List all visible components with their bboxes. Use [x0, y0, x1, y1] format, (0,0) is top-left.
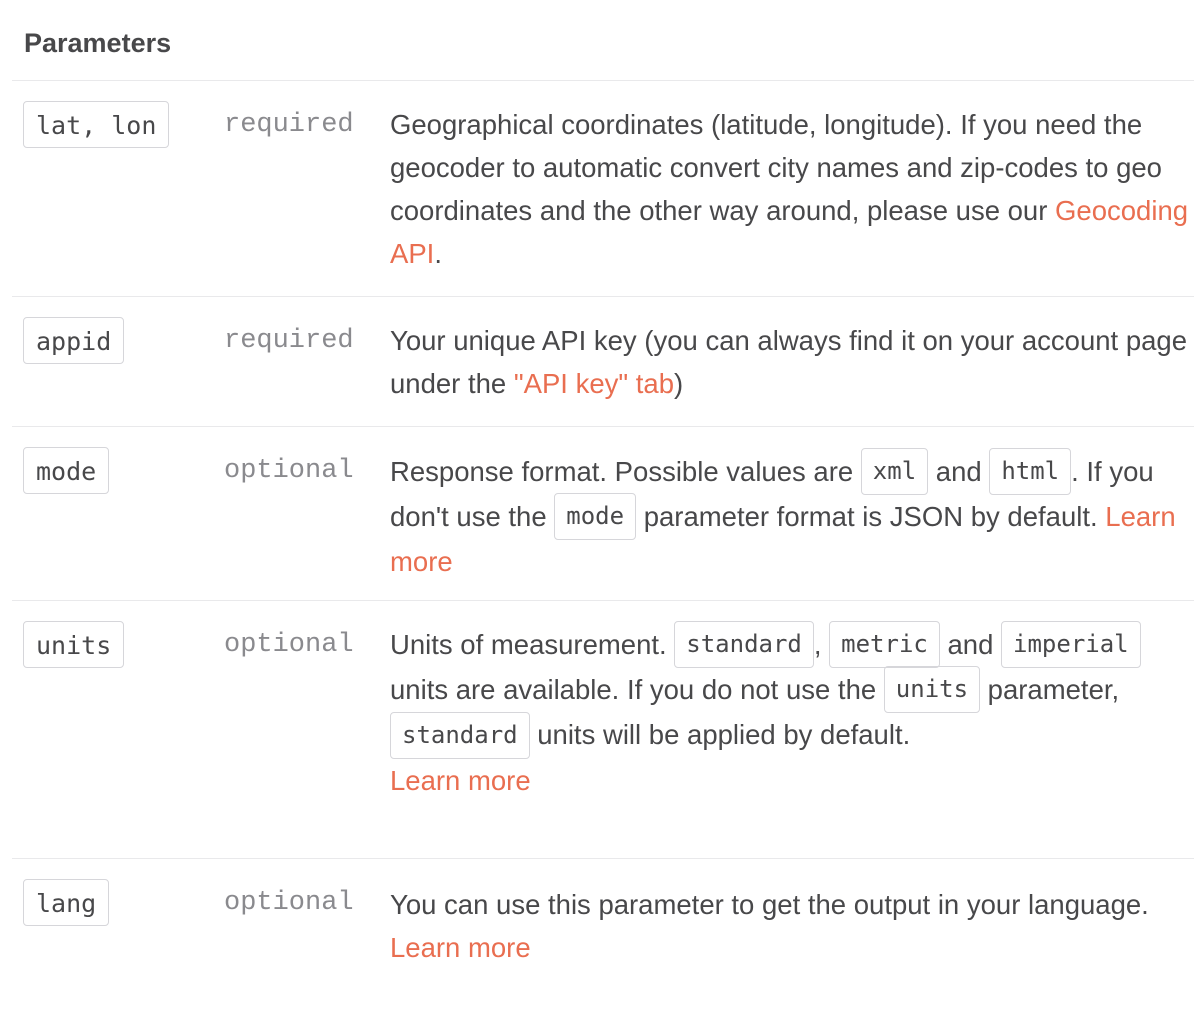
- description-text: parameter,: [980, 674, 1120, 706]
- description-text: ,: [813, 629, 830, 660]
- parameter-description: [390, 883, 1194, 969]
- description-text: Response format. Possible values are: [390, 456, 861, 487]
- description-text: and: [939, 629, 1002, 660]
- description-text: . If you don't use the: [390, 456, 1154, 533]
- parameter-name: appid: [23, 317, 124, 364]
- parameter-description: [390, 103, 1194, 275]
- code-value-html: html: [989, 448, 1071, 495]
- parameter-name: mode: [23, 447, 109, 494]
- parameter-name: lang: [23, 879, 109, 926]
- api-key-tab-link[interactable]: "API key" tab: [513, 368, 675, 399]
- description-text: You can use this parameter to get the output in your language.: [390, 889, 1149, 920]
- code-value-imperial: imperial: [1001, 621, 1141, 668]
- parameter-description: [390, 623, 1194, 802]
- code-value-mode: mode: [554, 493, 636, 540]
- description-text: units are available. If you do not use the: [390, 674, 884, 706]
- description-text: Your unique API key (you can always find it on your account page under the: [390, 325, 1187, 399]
- parameter-description: [390, 450, 1194, 583]
- code-value-standard: standard: [390, 712, 530, 759]
- description-text: ): [674, 368, 684, 399]
- description-text: parameter format is JSON by default.: [636, 501, 1106, 533]
- code-value-units: units: [884, 666, 980, 713]
- learn-more-link[interactable]: Learn more: [390, 501, 1176, 578]
- parameter-status: required: [224, 110, 354, 140]
- description-text: Units of measurement.: [390, 629, 675, 660]
- parameter-name: units: [23, 621, 124, 668]
- learn-more-link[interactable]: Learn more: [390, 932, 531, 963]
- parameter-row-appid: [12, 296, 1194, 427]
- section-heading: Parameters: [24, 28, 172, 58]
- parameter-status: required: [224, 326, 354, 356]
- description-text: Geographical coordinates (latitude, longitude). If you need the geocoder to automatic convert city names and zip-codes to geo coordinates and the other way around, please use our: [390, 109, 1162, 226]
- learn-more-link[interactable]: Learn more: [390, 764, 531, 796]
- parameter-status: optional: [224, 456, 354, 486]
- parameter-description: [390, 319, 1194, 405]
- description-text: and: [928, 456, 990, 487]
- parameter-row-units: [12, 600, 1194, 859]
- parameter-row-lat-lon: [12, 80, 1194, 297]
- geocoding-api-link[interactable]: Geocoding API: [390, 195, 1189, 269]
- description-text: .: [434, 238, 442, 269]
- code-value-standard: standard: [674, 621, 814, 668]
- description-text: units will be applied by default.: [529, 719, 911, 751]
- parameter-row-mode: [12, 426, 1194, 601]
- parameter-row-lang: [12, 858, 1194, 999]
- code-value-xml: xml: [861, 448, 928, 495]
- parameter-status: optional: [224, 888, 354, 918]
- code-value-metric: metric: [829, 621, 940, 668]
- parameter-name: lat, lon: [23, 101, 169, 148]
- parameter-status: optional: [224, 630, 354, 660]
